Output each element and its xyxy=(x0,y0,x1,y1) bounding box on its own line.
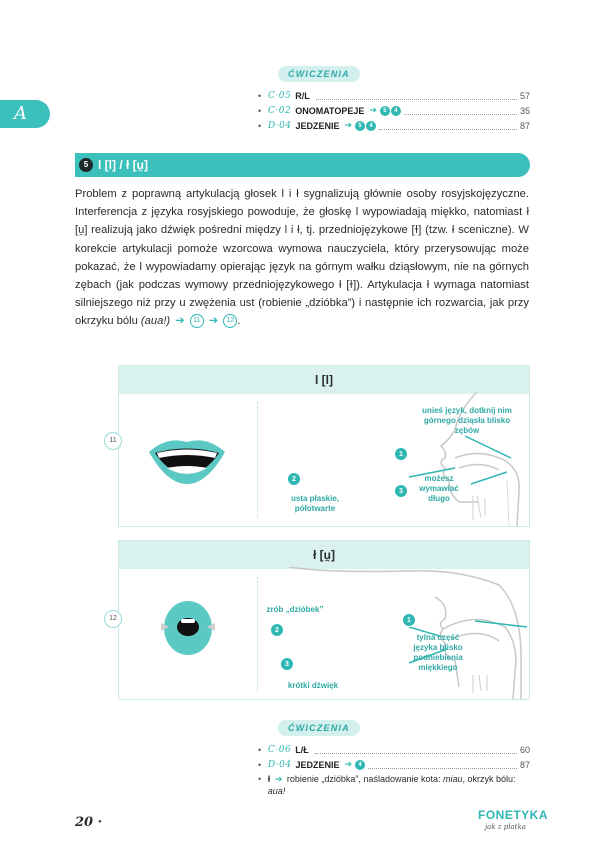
exercise-item[interactable]: • C·05 R/L 57 xyxy=(258,90,530,101)
figure-panel-l xyxy=(118,365,530,527)
callout-lips-flat: usta płaskie, półotwarte xyxy=(290,494,340,513)
section-header xyxy=(75,153,530,177)
panel-header: l [l] xyxy=(119,366,529,394)
brand-logo: FONETYKA xyxy=(478,808,548,822)
mouth-smile-illustration xyxy=(147,434,227,486)
callout-back-tongue: tylna część języka blisko podniebienia miękkiego xyxy=(413,633,463,672)
figure-ref[interactable]: 11 xyxy=(190,314,204,328)
level-badge: 4 xyxy=(391,106,401,116)
callout-beak: zrób „dzióbek” xyxy=(266,605,324,614)
exercise-list-top xyxy=(258,88,530,133)
figure-ref[interactable]: 12 xyxy=(223,314,237,328)
panel-header: ł [u̯] xyxy=(119,541,529,569)
level-badge: 4 xyxy=(366,121,376,131)
arrow-icon: ➔ xyxy=(274,774,283,784)
exercise-note: • ł ➔ robienie „dzióbka”, naśladowanie kota: miau, okrzyk bólu: aua! xyxy=(258,774,516,796)
figure-panel-l-dark xyxy=(118,540,530,700)
mouth-rounded-illustration xyxy=(157,597,219,659)
exercise-item[interactable]: • C·06 L/Ł 60 xyxy=(258,744,530,755)
page-number: 20 · xyxy=(75,815,103,830)
exercises-label-bottom: ĆWICZENIA xyxy=(278,720,360,736)
marker-3: 3 xyxy=(280,657,294,671)
section-title: l [l] / ł [u̯] xyxy=(98,158,148,172)
level-badge: 4 xyxy=(355,760,365,770)
arrow-icon: ➔ xyxy=(369,105,377,115)
level-badge: 5 xyxy=(355,121,365,131)
exercises-label-top: ĆWICZENIA xyxy=(278,66,360,82)
arrow-icon: ➔ xyxy=(344,759,353,769)
brand-tagline: jak z płatka xyxy=(485,823,526,831)
marker-2: 2 xyxy=(270,623,284,637)
exercise-item[interactable]: • C·02 ONOMATOPEJE ➔ 5 4 35 xyxy=(258,105,530,116)
section-number: 5 xyxy=(79,158,93,172)
figure-number: 11 xyxy=(104,432,122,450)
arrow-icon: ➔ xyxy=(344,120,353,130)
marker-1: 1 xyxy=(394,447,408,461)
exercise-item[interactable]: • D·04 JEDZENIE ➔ 4 87 xyxy=(258,759,530,770)
callout-long: możesz wymawiać długo xyxy=(419,474,459,503)
chapter-tab: A xyxy=(0,100,50,128)
marker-3: 3 xyxy=(394,484,408,498)
marker-2: 2 xyxy=(287,472,301,486)
exercise-item[interactable]: • D·04 JEDZENIE ➔ 5 4 87 xyxy=(258,120,530,131)
exercise-list-bottom xyxy=(258,742,530,772)
callout-short: krótki dźwięk xyxy=(287,681,339,690)
figure-number: 12 xyxy=(104,610,122,628)
arrow-icon: ➔ xyxy=(208,315,219,328)
head-profile-illustration xyxy=(259,567,531,699)
marker-1: 1 xyxy=(402,613,416,627)
level-badge: 5 xyxy=(380,106,390,116)
arrow-icon: ➔ xyxy=(175,315,185,328)
callout-tongue-up: unieś język, dotknij nim górnego dziąsła blisko zębów xyxy=(422,406,512,435)
body-paragraph: Problem z poprawną artykulacją głosek l i ł sygnalizują głównie osoby rosyjskojęzyczne. Interferencja z języka rosyjskiego powoduje, że głoskę l wypowiadają miękko, natomiast ł [u̯] realizują jako dźwięk pośredni między l i ł, tj. przedniojęzykowe [ɫ] (tzw. ł sceniczne). W korekcie artykulacji pomoże wzorcowa wymowa nauczyciela, który przerysowując może pokazać, że l wypowiadamy opierając język na górnym wałku dziąsłowym, nie na górnych zębach (jak podczas wymowy przedniojęzykowego ł [ɫ]). Artykulacja ł wymaga natomiast silniejszego niż przy u zwężenia ust (robienie „dzióbka”) i następnie ich rozwarcia, jak przy okrzyku bólu (aua!) ➔ 11 ➔ 12 . xyxy=(75,188,529,328)
